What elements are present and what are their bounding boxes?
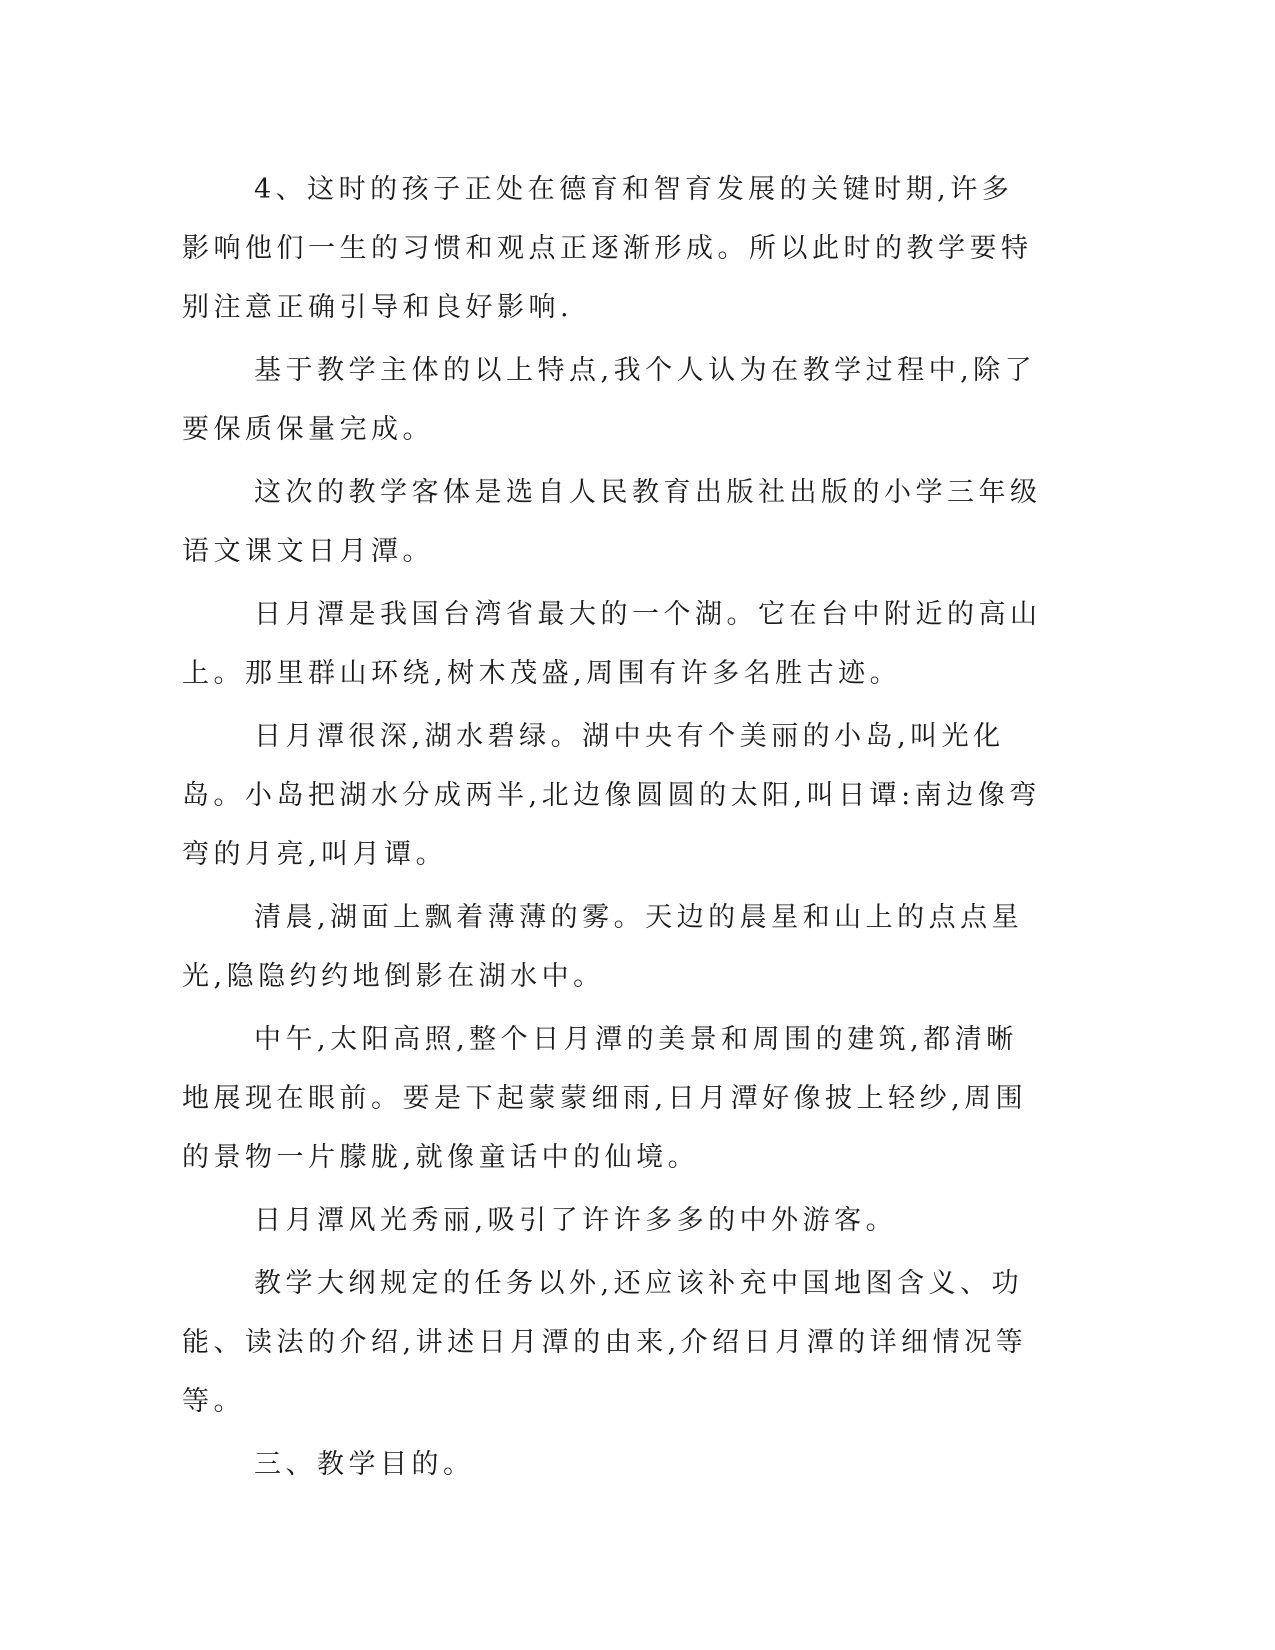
document-body xyxy=(182,160,1042,1498)
paragraph-teaching-subject: 基于教学主体的以上特点,我个人认为在教学过程中,除了要保质保量完成。 xyxy=(182,355,1037,445)
paragraph-tourists: 日月潭风光秀丽,吸引了许许多多的中外游客。 xyxy=(254,1205,898,1236)
section-heading-teaching-goals: 三、教学目的。 xyxy=(254,1449,475,1480)
paragraph-noon: 中午,太阳高照,整个日月潭的美景和周围的建筑,都清晰地展现在眼前。要是下起蒙蒙细雨,日月潭好像披上轻纱,周围的景物一片朦胧,就像童话中的仙境。 xyxy=(182,1024,1028,1173)
paragraph-morning: 清晨,湖面上飘着薄薄的雾。天边的晨星和山上的点点星光,隐隐约约地倒影在湖水中。 xyxy=(182,902,1024,992)
paragraph-lake-location: 日月潭是我国台湾省最大的一个湖。它在台中附近的高山上。那里群山环绕,树木茂盛,周围有许多名胜古迹。 xyxy=(182,599,1042,689)
paragraph-teaching-object: 这次的教学客体是选自人民教育出版社出版的小学三年级语文课文日月潭。 xyxy=(182,477,1042,567)
paragraph-child-development: 4、这时的孩子正处在德育和智育发展的关键时期,许多影响他们一生的习惯和观点正逐渐形成。所以此时的教学要特别注意正确引导和良好影响. xyxy=(182,174,1033,323)
paragraph-lake-island: 日月潭很深,湖水碧绿。湖中央有个美丽的小岛,叫光化岛。小岛把湖水分成两半,北边像圆圆的太阳,叫日谭:南边像弯弯的月亮,叫月谭。 xyxy=(182,721,1041,870)
paragraph-supplement: 教学大纲规定的任务以外,还应该补充中国地图含义、功能、读法的介绍,讲述日月潭的由来,介绍日月潭的详细情况等等。 xyxy=(182,1268,1028,1417)
